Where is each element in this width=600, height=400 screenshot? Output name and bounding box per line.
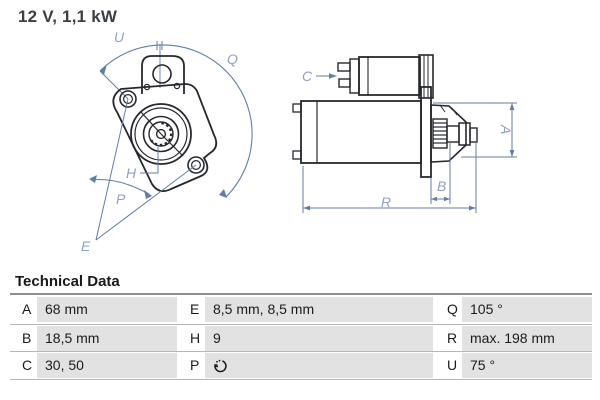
page-title: 12 V, 1,1 kW bbox=[18, 7, 118, 26]
row-divider bbox=[10, 351, 592, 352]
table-key: B bbox=[15, 326, 37, 351]
dim-label-r: R bbox=[381, 194, 392, 210]
table-row bbox=[15, 353, 592, 378]
arc-end-arrow-icon bbox=[219, 189, 227, 198]
table-key: Q bbox=[440, 297, 462, 322]
side-view bbox=[293, 55, 517, 213]
table-key: H bbox=[183, 326, 205, 351]
table-row bbox=[15, 297, 592, 322]
angle-arrow-icon bbox=[89, 175, 97, 183]
table-value bbox=[205, 353, 433, 378]
table-key: R bbox=[440, 326, 462, 351]
table-key: E bbox=[183, 297, 205, 322]
dim-label-u: U bbox=[114, 29, 125, 45]
table-key: U bbox=[440, 353, 462, 378]
table-key: P bbox=[183, 353, 205, 378]
table-value: 30, 50 bbox=[37, 353, 177, 378]
table-value: 68 mm bbox=[37, 297, 177, 322]
table-value: 75 ° bbox=[462, 353, 592, 378]
rotation-cw-icon bbox=[213, 358, 229, 374]
table-value: 9 bbox=[205, 326, 433, 351]
dim-label-b: B bbox=[437, 178, 447, 194]
table-row bbox=[15, 326, 592, 351]
table-key: A bbox=[15, 297, 37, 322]
dim-label-a: A bbox=[498, 125, 514, 135]
table-value: 18,5 mm bbox=[37, 326, 177, 351]
table-value: 8,5 mm, 8,5 mm bbox=[205, 297, 433, 322]
table-heading: Technical Data bbox=[15, 273, 120, 290]
dim-label-c: C bbox=[302, 68, 313, 84]
dim-label-h: H bbox=[126, 165, 137, 181]
table-value: 105 ° bbox=[462, 297, 592, 322]
dim-label-e: E bbox=[81, 238, 91, 254]
table-key: C bbox=[15, 353, 37, 378]
front-view bbox=[81, 29, 252, 254]
leader-arrow-icon bbox=[329, 73, 337, 79]
dim-label-q: Q bbox=[227, 51, 238, 67]
table-bottom-rule bbox=[10, 379, 592, 380]
row-divider bbox=[10, 324, 592, 325]
table-value: max. 198 mm bbox=[462, 326, 592, 351]
heading-rule bbox=[10, 293, 592, 295]
dim-label-p: P bbox=[116, 191, 126, 207]
angle-arrow-icon bbox=[144, 190, 152, 199]
